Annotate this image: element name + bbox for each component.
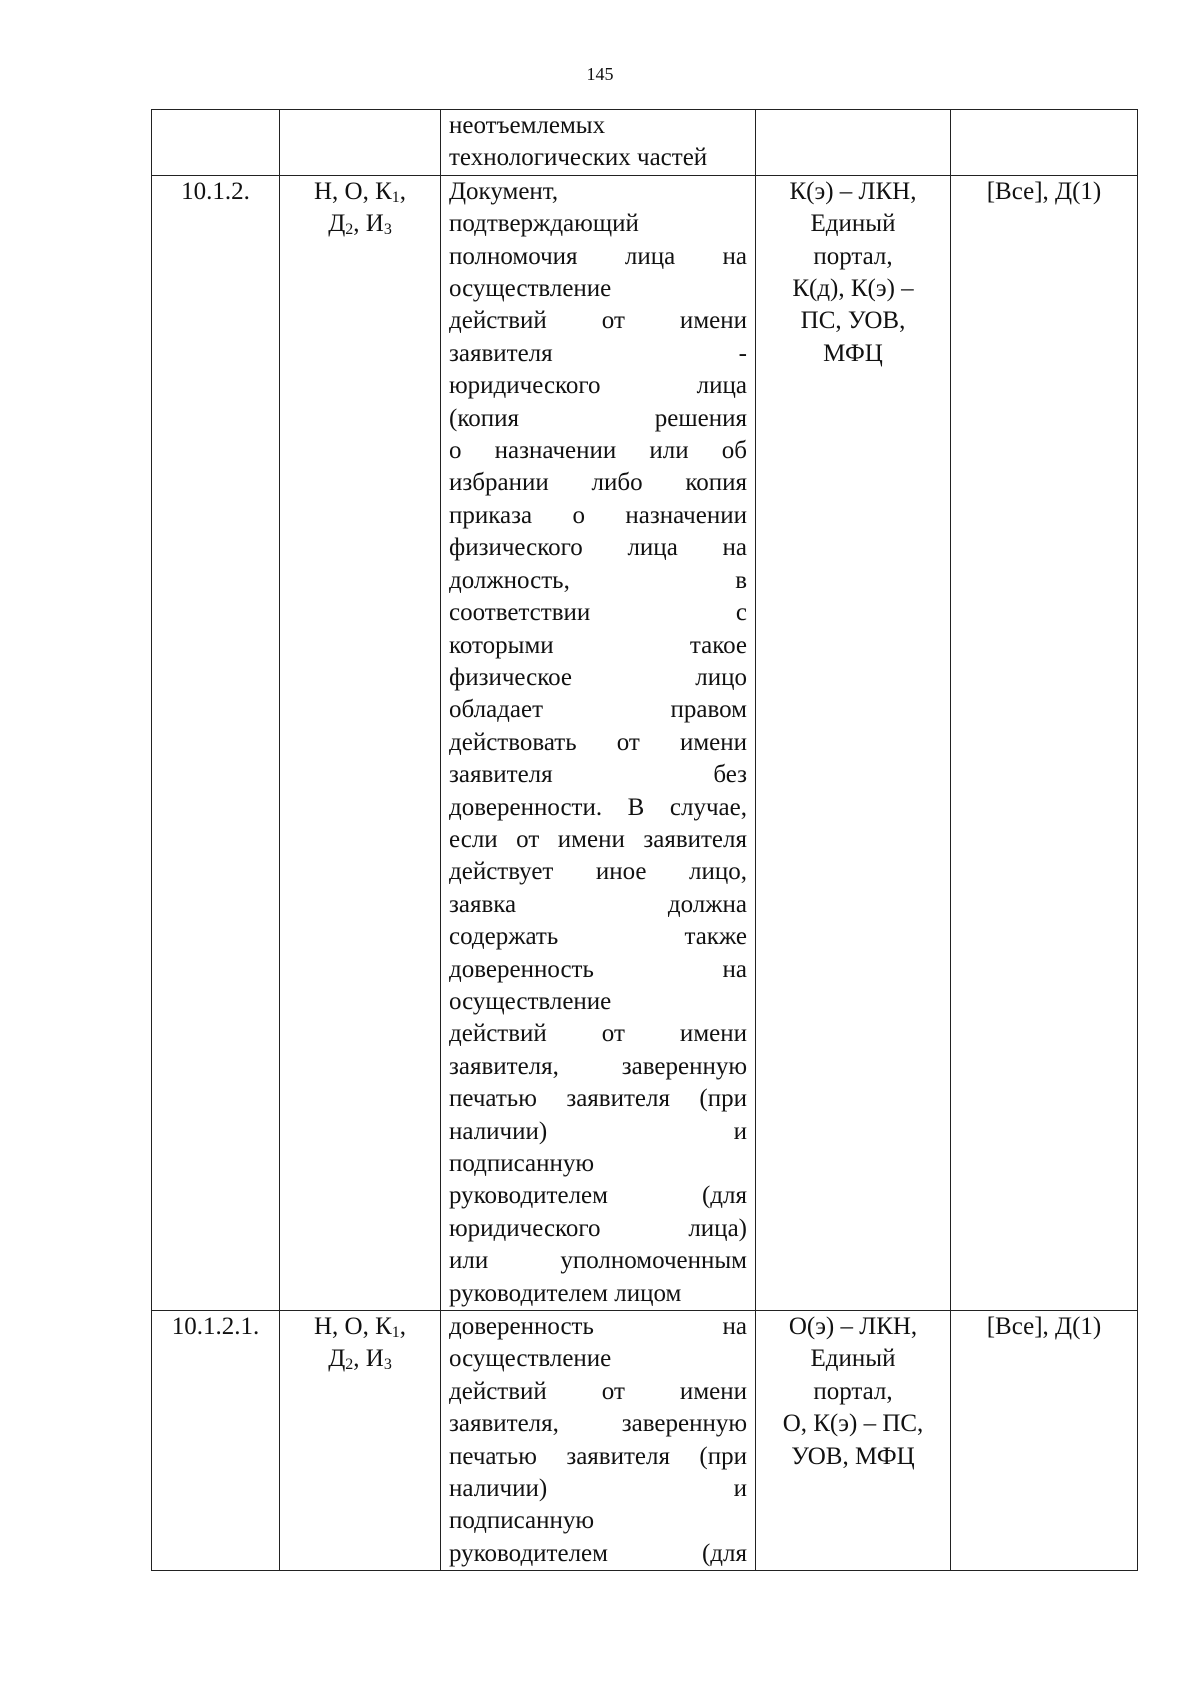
codes-text: , xyxy=(399,1313,407,1341)
codes-text: , xyxy=(399,177,407,205)
source-line: портал, xyxy=(813,1377,893,1405)
codes-text: Н, О, К xyxy=(313,1313,392,1341)
description-line: приказа о назначении xyxy=(449,501,747,529)
description-line: содержать также xyxy=(449,923,747,951)
source-line: Единый xyxy=(810,210,896,238)
row-category: [Все], Д(1) xyxy=(951,175,1138,1310)
description-line: действий от имени xyxy=(449,1020,747,1048)
codes-text: , И xyxy=(353,1345,384,1373)
codes-subscript: 1 xyxy=(391,188,400,206)
codes-text: , И xyxy=(353,210,384,238)
source-line: К(э) – ЛКН, xyxy=(789,177,917,205)
page-number: 145 xyxy=(586,64,614,84)
codes-subscript: 2 xyxy=(345,1356,354,1374)
description-line: доверенность на xyxy=(449,955,747,983)
source-line: К(д), К(э) – xyxy=(792,275,914,303)
row-codes xyxy=(280,1311,441,1571)
codes-subscript: 2 xyxy=(345,221,354,239)
description-line: технологических частей xyxy=(449,144,708,172)
description-line: физическое лицо xyxy=(449,663,747,691)
description-line: наличии) и xyxy=(449,1475,747,1503)
row-source xyxy=(756,110,951,176)
description-line: должность, в xyxy=(449,566,747,594)
description-line: которыми такое xyxy=(449,631,747,659)
row-description xyxy=(441,175,756,1310)
source-line: ПС, УОВ, xyxy=(800,307,906,335)
description-line: осуществление xyxy=(449,1345,612,1373)
description-line: заявителя без xyxy=(449,761,747,789)
row-description xyxy=(441,110,756,176)
description-line: действует иное лицо, xyxy=(449,858,747,886)
description-line: соответствии с xyxy=(449,599,747,627)
table-row xyxy=(152,110,1138,176)
codes-subscript: 1 xyxy=(391,1324,400,1342)
description-line: о назначении или об xyxy=(449,437,747,465)
description-line: действовать от имени xyxy=(449,728,747,756)
codes-text: Д xyxy=(328,210,346,238)
row-codes xyxy=(280,110,441,176)
description-line: обладает правом xyxy=(449,696,747,724)
source-line: О(э) – ЛКН, xyxy=(788,1313,918,1341)
description-line: печатью заявителя (при xyxy=(449,1442,747,1470)
description-line: подписанную xyxy=(449,1507,595,1535)
requirements-table xyxy=(151,109,1138,1571)
description-line: наличии) и xyxy=(449,1117,747,1145)
row-number: 10.1.2.1. xyxy=(152,1311,280,1571)
description-line: полномочия лица на xyxy=(449,242,747,270)
description-line: юридического лица xyxy=(449,372,747,400)
row-source xyxy=(756,1311,951,1571)
description-line: юридического лица) xyxy=(449,1214,747,1242)
codes-subscript: 3 xyxy=(383,221,392,239)
description-line: заявителя - xyxy=(449,339,747,367)
description-line: физического лица на xyxy=(449,534,747,562)
table-row xyxy=(152,175,1138,1310)
description-line: Документ, xyxy=(449,177,559,205)
description-line: подтверждающий xyxy=(449,210,639,238)
description-line: (копия решения xyxy=(449,404,747,432)
description-line: заявителя, заверенную xyxy=(449,1052,747,1080)
description-line: заявка должна xyxy=(449,890,747,918)
description-line: если от имени заявителя xyxy=(449,825,747,853)
description-line: печатью заявителя (при xyxy=(449,1085,747,1113)
codes-text: Д xyxy=(328,1345,346,1373)
codes-text: Н, О, К xyxy=(313,177,392,205)
row-description xyxy=(441,1311,756,1571)
source-line: УОВ, МФЦ xyxy=(791,1442,915,1470)
row-number: 10.1.2. xyxy=(152,175,280,1310)
row-source xyxy=(756,175,951,1310)
description-line: руководителем (для xyxy=(449,1182,747,1210)
source-line: Единый xyxy=(810,1345,896,1373)
row-category xyxy=(951,110,1138,176)
description-line: руководителем (для xyxy=(449,1539,747,1567)
description-line: руководителем лицом xyxy=(449,1279,682,1307)
description-line: осуществление xyxy=(449,987,612,1015)
description-line: подписанную xyxy=(449,1150,595,1177)
row-codes xyxy=(280,175,441,1310)
row-number xyxy=(152,110,280,176)
description-line: осуществление xyxy=(449,275,612,303)
description-line: неотъемлемых xyxy=(449,112,606,139)
description-line: доверенность на xyxy=(449,1313,747,1341)
source-line: О, К(э) – ПС, xyxy=(782,1410,924,1438)
description-line: или уполномоченным xyxy=(449,1247,747,1275)
row-category: [Все], Д(1) xyxy=(951,1311,1138,1571)
description-line: доверенности. В случае, xyxy=(449,793,747,821)
description-line: избрании либо копия xyxy=(449,469,747,497)
description-line: действий от имени xyxy=(449,307,747,335)
source-line: МФЦ xyxy=(823,339,883,367)
codes-subscript: 3 xyxy=(383,1356,392,1374)
source-line: портал, xyxy=(813,242,893,270)
table-row xyxy=(152,1311,1138,1571)
description-line: заявителя, заверенную xyxy=(449,1410,747,1438)
description-line: действий от имени xyxy=(449,1377,747,1405)
